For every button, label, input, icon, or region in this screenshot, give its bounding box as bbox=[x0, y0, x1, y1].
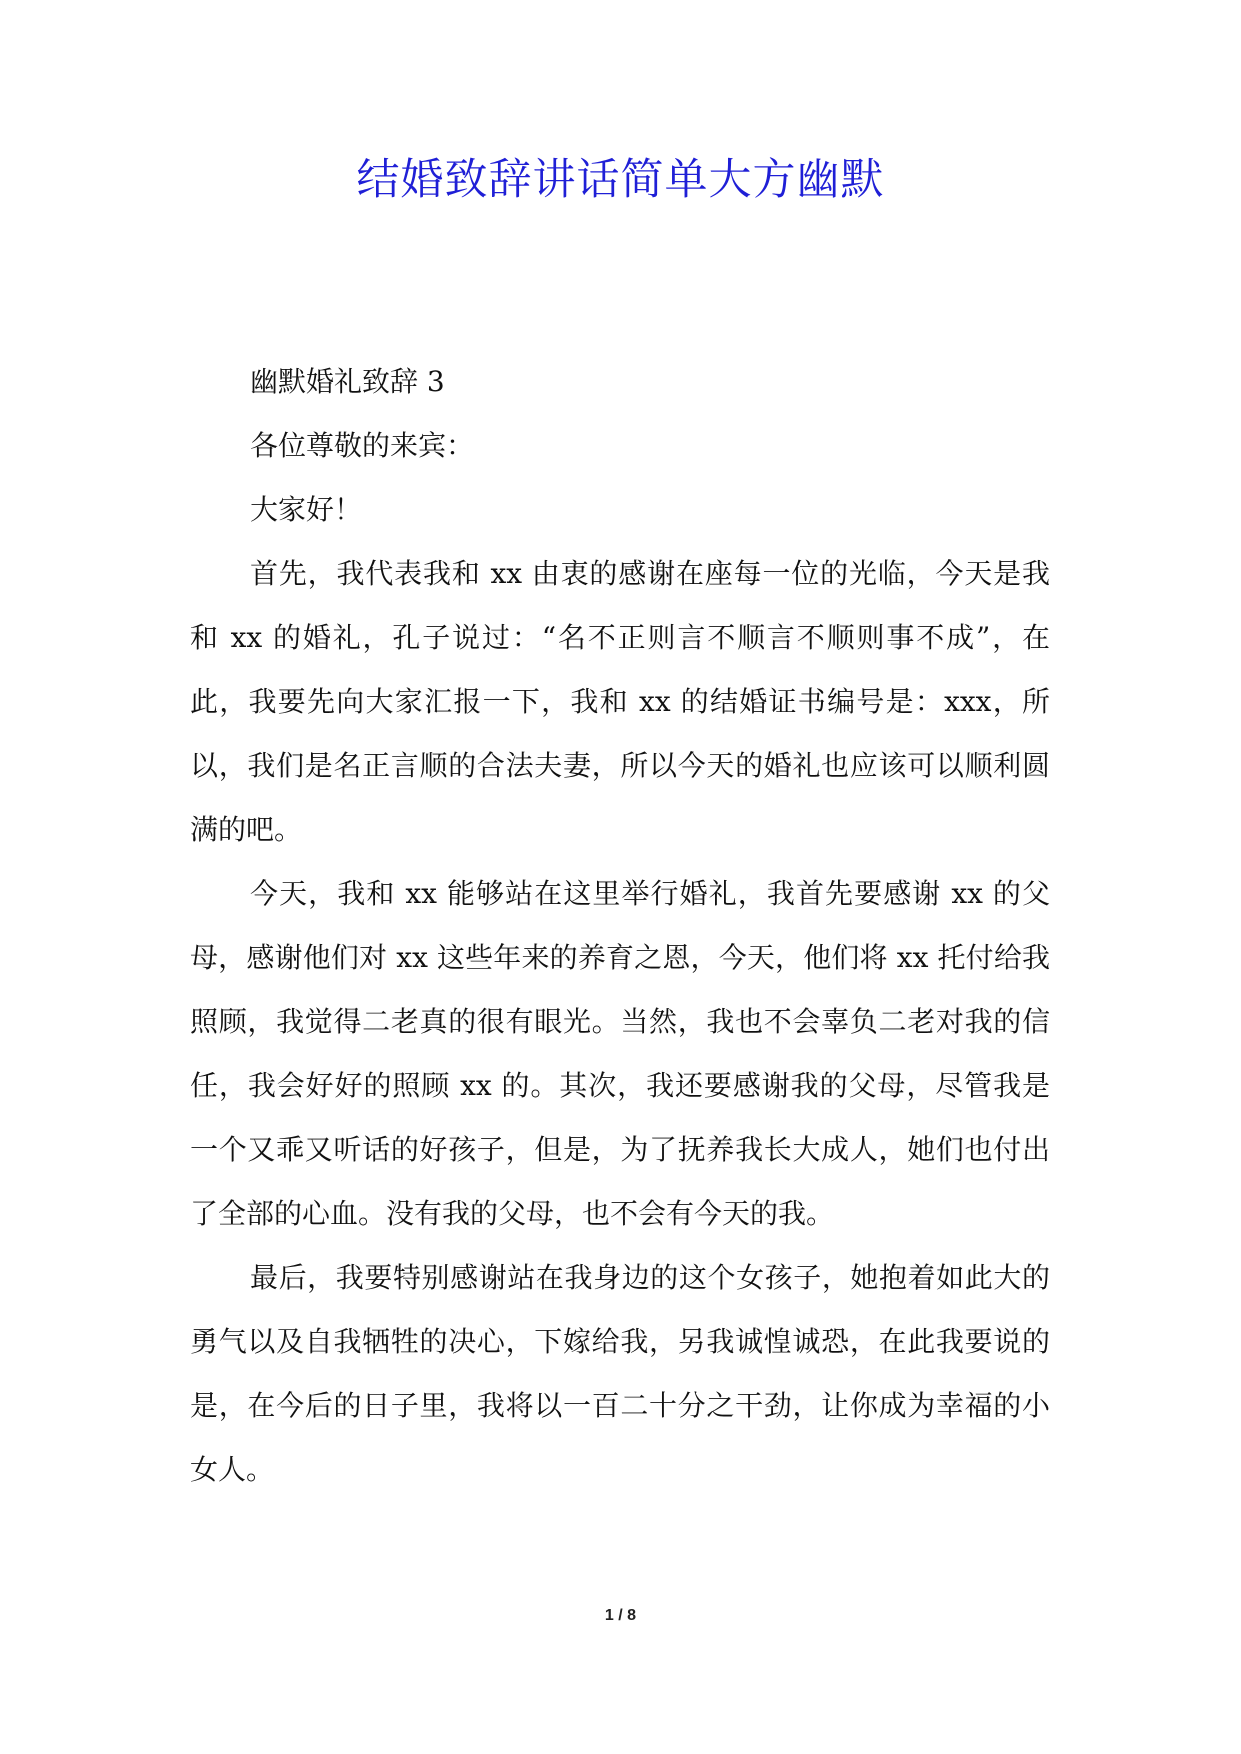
paragraph-salutation: 各位尊敬的来宾： bbox=[250, 429, 475, 462]
paragraph-body-1: 首先，我代表我和 xx 由衷的感谢在座每一位的光临，今天是我和 xx 的婚礼，孔子说过：“名不正则言不顺言不顺则事不成”，在此，我要先向大家汇报一下，我和 xx 的结婚证书编号是：xxx，所以，我们是名正言顺的合法夫妻，所以今天的婚礼也应该可以顺利圆满的吧。 bbox=[190, 557, 1050, 846]
document-body bbox=[190, 350, 1050, 1502]
page-number: 1 / 8 bbox=[604, 1607, 637, 1624]
paragraph-heading: 幽默婚礼致辞 3 bbox=[250, 365, 445, 398]
paragraph-body-3: 最后，我要特别感谢站在我身边的这个女孩子，她抱着如此大的勇气以及自我牺牲的决心，下嫁给我，另我诚惶诚恐，在此我要说的是，在今后的日子里，我将以一百二十分之干劲，让你成为幸福的小女人。 bbox=[190, 1261, 1050, 1486]
document-title: 结婚致辞讲话简单大方幽默 bbox=[356, 155, 885, 205]
paragraph-greeting: 大家好！ bbox=[250, 493, 363, 526]
paragraph-body-2: 今天，我和 xx 能够站在这里举行婚礼，我首先要感谢 xx 的父母，感谢他们对 xx 这些年来的养育之恩，今天，他们将 xx 托付给我照顾，我觉得二老真的很有眼光。当然，我也不会辜负二老对我的信任，我会好好的照顾 xx 的。其次，我还要感谢我的父母，尽管我是一个又乖又听话的好孩子，但是，为了抚养我长大成人，她们也付出了全部的心血。没有我的父母，也不会有今天的我。 bbox=[190, 877, 1050, 1230]
